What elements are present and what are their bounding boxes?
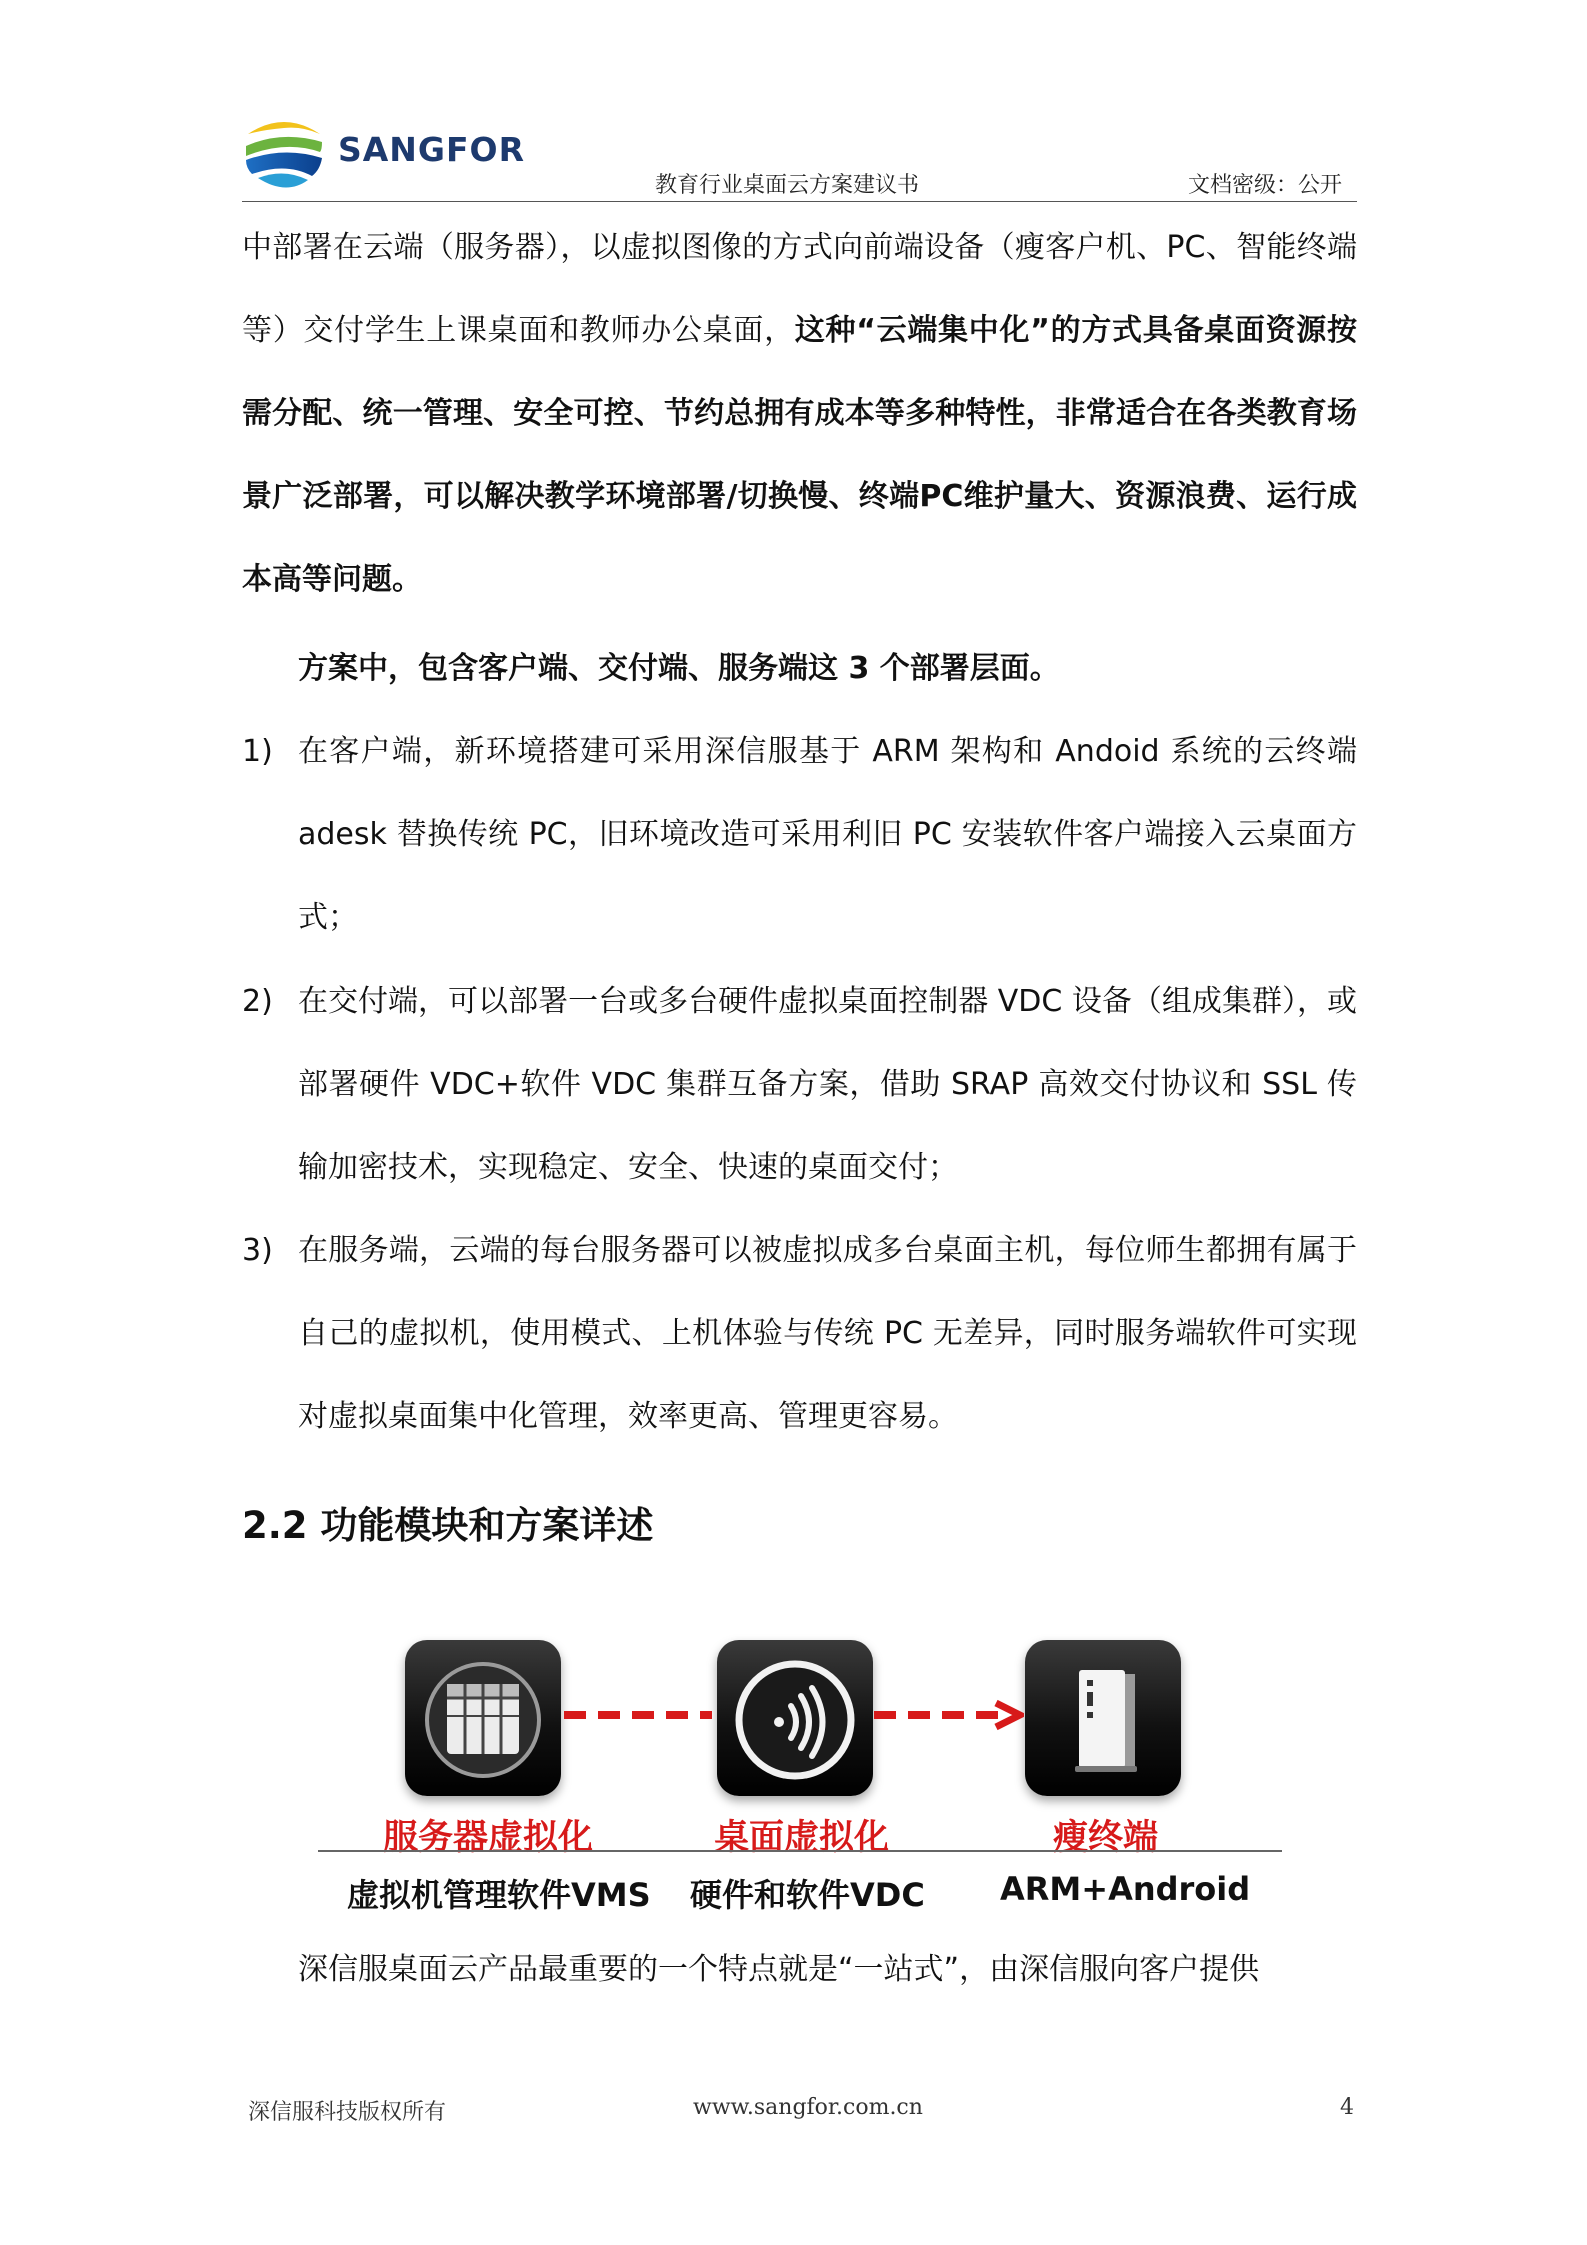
list-item — [242, 710, 1357, 959]
server-virtualization-tile — [405, 1640, 561, 1796]
security-level: 文档密级：公开 — [1188, 173, 1343, 198]
sangfor-logo-icon — [242, 112, 326, 192]
figure-sublabel-arm-android: ARM+Android — [1000, 1870, 1251, 1908]
figure-sublabel-vms: 虚拟机管理软件VMS — [347, 1876, 651, 1914]
one-stop-paragraph: 深信服桌面云产品最重要的一个特点就是“一站式”，由深信服向客户提供 — [298, 1952, 1260, 1987]
list-number: 3) — [242, 1233, 273, 1268]
list-item — [242, 960, 1357, 1209]
deployment-layers-paragraph: 方案中，包含客户端、交付端、服务端这 3 个部署层面。 — [298, 651, 1060, 686]
list-text: 在交付端，可以部署一台或多台硬件虚拟桌面控制器 VDC 设备（组成集群），或部署硬件 VDC+软件 VDC 集群互备方案，借助 SRAP 高效交付协议和 SSL 传输加密技术，实现稳定、安全、快速的桌面交付； — [298, 984, 1357, 1185]
thin-client-icon — [1025, 1640, 1181, 1796]
thin-client-tile — [1025, 1640, 1181, 1796]
list-item — [242, 1209, 1357, 1458]
footer-copyright: 深信服科技版权所有 — [248, 2100, 447, 2125]
section-heading: 2.2 功能模块和方案详述 — [242, 1504, 654, 1547]
list-text: 在服务端，云端的每台服务器可以被虚拟成多台桌面主机，每位师生都拥有属于自己的虚拟机，使用模式、上机体验与传统 PC 无差异，同时服务端软件可实现对虚拟桌面集中化管理，效率更高、管理更容易。 — [298, 1233, 1357, 1434]
footer-website[interactable]: www.sangfor.com.cn — [693, 2095, 923, 2120]
intro-bold-text: 这种“云端集中化”的方式具备桌面资源按需分配、统一管理、安全可控、节约总拥有成本等多种特性，非常适合在各类教育场景广泛部署，可以解决教学环境部署/切换慢、终端PC维护量大、资源浪费、运行成本高等问题。 — [242, 313, 1357, 597]
list-number: 2) — [242, 984, 273, 1019]
intro-paragraph — [242, 206, 1357, 621]
list-text: 在客户端，新环境搭建可采用深信服基于 ARM 架构和 Andoid 系统的云终端 adesk 替换传统 PC，旧环境改造可采用利旧 PC 安装软件客户端接入云桌面方式； — [298, 734, 1357, 935]
arrow-head-icon — [996, 1703, 1020, 1727]
document-title: 教育行业桌面云方案建议书 — [655, 173, 920, 198]
server-grid-icon — [405, 1640, 561, 1796]
intro-text: 中部署在云端（服务器），以虚拟图像的方式向前端设备（瘦客户机、PC、智能终端等）交付学生上课桌面和教师办公桌面， — [242, 230, 1357, 348]
flow-arrows — [562, 1690, 1024, 1740]
page-number: 4 — [1340, 2095, 1354, 2120]
logo-text: SANGFOR — [338, 130, 526, 169]
list-number: 1) — [242, 734, 273, 769]
figure-sublabel-vdc: 硬件和软件VDC — [690, 1876, 925, 1914]
figure-label-thin-client: 瘦终端 — [1053, 1818, 1159, 1858]
figure-label-desktop-virtualization: 桌面虚拟化 — [714, 1818, 890, 1858]
header-divider — [242, 201, 1357, 202]
figure-label-server-virtualization: 服务器虚拟化 — [383, 1818, 594, 1858]
figure-divider — [318, 1850, 1282, 1852]
